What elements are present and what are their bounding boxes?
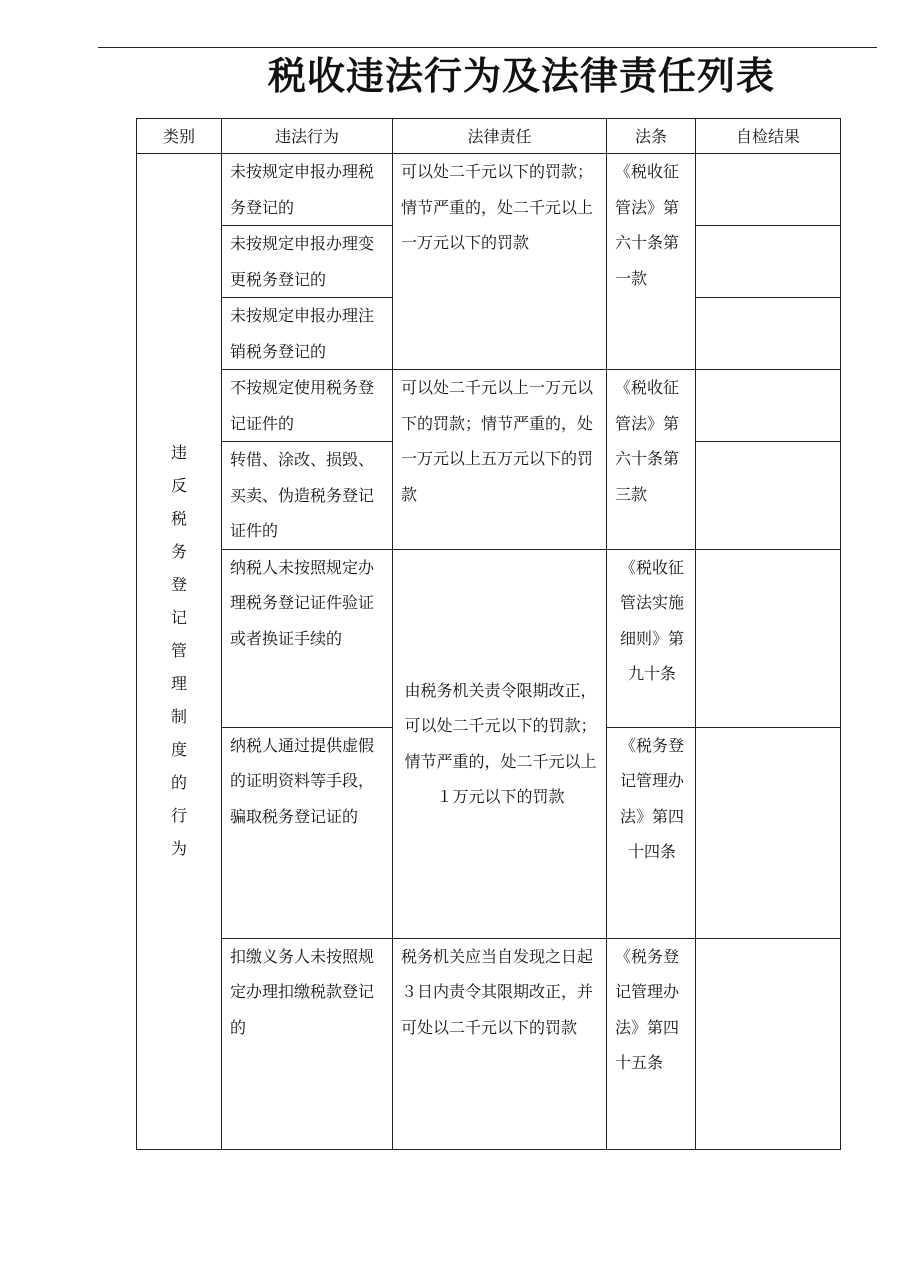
act-cell: 未按规定申报办理注销税务登记的 bbox=[222, 298, 393, 370]
act-cell: 未按规定申报办理变更税务登记的 bbox=[222, 226, 393, 298]
check-result-cell[interactable] bbox=[696, 370, 841, 442]
act-cell: 纳税人未按照规定办理税务登记证件验证或者换证手续的 bbox=[222, 549, 393, 727]
article-cell: 《税务登记管理办法》第四十五条 bbox=[607, 938, 696, 1149]
header-category: 类别 bbox=[137, 119, 222, 154]
article-cell: 《税务登记管理办法》第四十四条 bbox=[607, 727, 696, 938]
table-row bbox=[137, 370, 841, 442]
check-result-cell[interactable] bbox=[696, 298, 841, 370]
act-cell: 扣缴义务人未按照规定办理扣缴税款登记的 bbox=[222, 938, 393, 1149]
act-cell: 转借、涂改、损毁、买卖、伪造税务登记证件的 bbox=[222, 442, 393, 550]
act-cell: 未按规定申报办理税务登记的 bbox=[222, 154, 393, 226]
check-result-cell[interactable] bbox=[696, 549, 841, 727]
responsibility-cell: 可以处二千元以下的罚款；情节严重的，处二千元以上一万元以下的罚款 bbox=[393, 154, 607, 370]
check-result-cell[interactable] bbox=[696, 727, 841, 938]
responsibility-cell: 由税务机关责令限期改正，可以处二千元以下的罚款；情节严重的，处二千元以上１万元以下的罚款 bbox=[393, 549, 607, 938]
header-act: 违法行为 bbox=[222, 119, 393, 154]
page-title: 税收违法行为及法律责任列表 bbox=[268, 54, 776, 98]
check-result-cell[interactable] bbox=[696, 154, 841, 226]
violation-table bbox=[136, 118, 841, 1150]
check-result-cell[interactable] bbox=[696, 226, 841, 298]
header-article: 法条 bbox=[607, 119, 696, 154]
table-row bbox=[137, 938, 841, 1149]
article-cell: 《税收征管法》第六十条第一款 bbox=[607, 154, 696, 370]
responsibility-cell: 可以处二千元以上一万元以下的罚款；情节严重的，处一万元以上五万元以下的罚款 bbox=[393, 370, 607, 550]
category-label: 违反税务登记管理制度的行为 bbox=[170, 443, 187, 858]
header-row bbox=[137, 119, 841, 154]
header-check-result: 自检结果 bbox=[696, 119, 841, 154]
act-cell: 不按规定使用税务登记证件的 bbox=[222, 370, 393, 442]
check-result-cell[interactable] bbox=[696, 938, 841, 1149]
category-cell bbox=[137, 154, 222, 1150]
article-cell: 《税收征管法》第六十条第三款 bbox=[607, 370, 696, 550]
check-result-cell[interactable] bbox=[696, 442, 841, 550]
responsibility-cell: 税务机关应当自发现之日起３日内责令其限期改正，并可处以二千元以下的罚款 bbox=[393, 938, 607, 1149]
table-row bbox=[137, 154, 841, 226]
table-row bbox=[137, 549, 841, 727]
header-responsibility: 法律责任 bbox=[393, 119, 607, 154]
article-cell: 《税收征管法实施细则》第九十条 bbox=[607, 549, 696, 727]
act-cell: 纳税人通过提供虚假的证明资料等手段，骗取税务登记证的 bbox=[222, 727, 393, 938]
top-rule bbox=[98, 47, 877, 48]
